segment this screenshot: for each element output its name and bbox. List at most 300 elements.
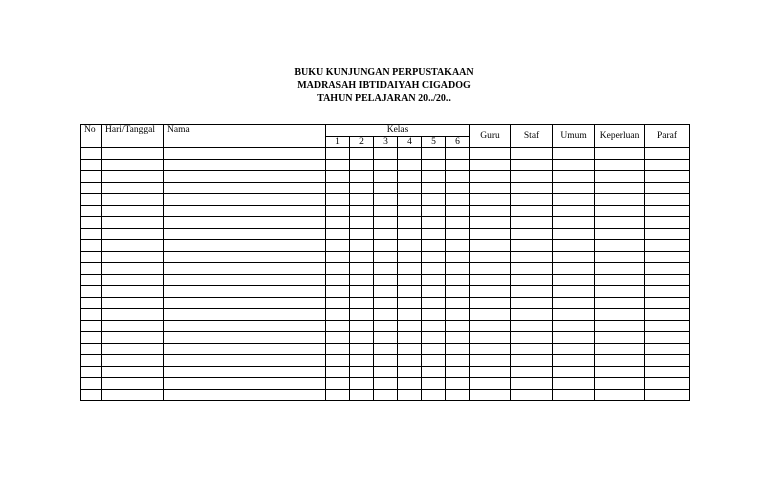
table-cell bbox=[326, 217, 350, 229]
table-cell bbox=[398, 228, 422, 240]
table-cell bbox=[511, 205, 553, 217]
table-cell bbox=[595, 182, 645, 194]
table-cell bbox=[350, 355, 374, 367]
header-umum: Umum bbox=[553, 125, 595, 148]
table-row bbox=[81, 251, 690, 263]
table-cell bbox=[164, 148, 326, 160]
table-cell bbox=[398, 355, 422, 367]
table-cell bbox=[422, 297, 446, 309]
table-cell bbox=[81, 366, 102, 378]
table-cell bbox=[374, 332, 398, 344]
table-cell bbox=[645, 228, 690, 240]
table-cell bbox=[326, 194, 350, 206]
table-row bbox=[81, 205, 690, 217]
table-cell bbox=[350, 148, 374, 160]
table-cell bbox=[81, 378, 102, 390]
table-cell bbox=[326, 378, 350, 390]
table-cell bbox=[102, 228, 164, 240]
table-cell bbox=[374, 286, 398, 298]
table-cell bbox=[398, 286, 422, 298]
table-cell bbox=[81, 274, 102, 286]
table-cell bbox=[446, 343, 470, 355]
table-row bbox=[81, 228, 690, 240]
table-cell bbox=[645, 240, 690, 252]
table-cell bbox=[511, 366, 553, 378]
table-cell bbox=[470, 332, 511, 344]
table-cell bbox=[374, 159, 398, 171]
table-row bbox=[81, 263, 690, 275]
table-cell bbox=[326, 251, 350, 263]
table-cell bbox=[470, 148, 511, 160]
table-cell bbox=[511, 159, 553, 171]
table-cell bbox=[102, 286, 164, 298]
table-cell bbox=[422, 205, 446, 217]
school-name: MADRASAH IBTIDAIYAH CIGADOG bbox=[297, 80, 471, 91]
table-cell bbox=[645, 332, 690, 344]
table-row bbox=[81, 194, 690, 206]
table-cell bbox=[470, 159, 511, 171]
table-row bbox=[81, 378, 690, 390]
table-cell bbox=[446, 217, 470, 229]
table-cell bbox=[164, 263, 326, 275]
table-cell bbox=[595, 194, 645, 206]
table-cell bbox=[645, 148, 690, 160]
table-cell bbox=[595, 378, 645, 390]
table-cell bbox=[470, 366, 511, 378]
table-cell bbox=[374, 274, 398, 286]
table-cell bbox=[645, 286, 690, 298]
header-hari-tanggal: Hari/Tanggal bbox=[102, 125, 164, 148]
table-cell bbox=[81, 251, 102, 263]
table-cell bbox=[422, 148, 446, 160]
table-cell bbox=[422, 228, 446, 240]
table-cell bbox=[350, 228, 374, 240]
header-kelas-1: 1 bbox=[326, 137, 350, 148]
table-cell bbox=[511, 355, 553, 367]
table-row bbox=[81, 320, 690, 332]
table-cell bbox=[81, 194, 102, 206]
table-cell bbox=[350, 297, 374, 309]
table-cell bbox=[326, 274, 350, 286]
header-kelas-4: 4 bbox=[398, 137, 422, 148]
table-cell bbox=[398, 217, 422, 229]
table-cell bbox=[511, 217, 553, 229]
table-cell bbox=[164, 159, 326, 171]
table-cell bbox=[102, 274, 164, 286]
table-cell bbox=[164, 332, 326, 344]
table-cell bbox=[81, 320, 102, 332]
table-cell bbox=[102, 309, 164, 321]
table-cell bbox=[553, 297, 595, 309]
table-cell bbox=[350, 159, 374, 171]
table-cell bbox=[398, 389, 422, 401]
table-cell bbox=[511, 240, 553, 252]
table-cell bbox=[446, 171, 470, 183]
table-cell bbox=[81, 263, 102, 275]
table-cell bbox=[81, 205, 102, 217]
table-row bbox=[81, 355, 690, 367]
table-cell bbox=[553, 159, 595, 171]
visit-log-table bbox=[80, 124, 690, 401]
table-cell bbox=[553, 332, 595, 344]
table-cell bbox=[398, 251, 422, 263]
table-row bbox=[81, 240, 690, 252]
table-cell bbox=[398, 343, 422, 355]
table-cell bbox=[645, 366, 690, 378]
table-cell bbox=[553, 320, 595, 332]
table-cell bbox=[164, 228, 326, 240]
table-cell bbox=[422, 274, 446, 286]
table-cell bbox=[102, 194, 164, 206]
table-cell bbox=[470, 182, 511, 194]
table-cell bbox=[553, 182, 595, 194]
table-cell bbox=[595, 171, 645, 183]
table-cell bbox=[553, 286, 595, 298]
table-cell bbox=[326, 205, 350, 217]
table-cell bbox=[102, 366, 164, 378]
table-cell bbox=[470, 251, 511, 263]
table-cell bbox=[595, 240, 645, 252]
table-cell bbox=[511, 274, 553, 286]
table-cell bbox=[102, 389, 164, 401]
table-cell bbox=[164, 343, 326, 355]
table-cell bbox=[553, 171, 595, 183]
header-kelas-3: 3 bbox=[374, 137, 398, 148]
table-cell bbox=[446, 182, 470, 194]
table-cell bbox=[595, 263, 645, 275]
table-cell bbox=[398, 148, 422, 160]
table-cell bbox=[422, 286, 446, 298]
academic-year: TAHUN PELAJARAN 20../20.. bbox=[317, 93, 451, 104]
table-cell bbox=[374, 309, 398, 321]
table-cell bbox=[446, 332, 470, 344]
table-cell bbox=[326, 159, 350, 171]
table-cell bbox=[422, 309, 446, 321]
table-cell bbox=[446, 159, 470, 171]
table-cell bbox=[374, 228, 398, 240]
table-cell bbox=[326, 148, 350, 160]
table-cell bbox=[553, 194, 595, 206]
table-row bbox=[81, 182, 690, 194]
table-cell bbox=[645, 297, 690, 309]
table-cell bbox=[553, 263, 595, 275]
table-cell bbox=[553, 378, 595, 390]
table-cell bbox=[326, 263, 350, 275]
table-cell bbox=[553, 389, 595, 401]
table-cell bbox=[553, 148, 595, 160]
table-cell bbox=[350, 240, 374, 252]
table-cell bbox=[595, 274, 645, 286]
table-cell bbox=[164, 355, 326, 367]
table-cell bbox=[81, 297, 102, 309]
table-cell bbox=[511, 297, 553, 309]
table-cell bbox=[398, 320, 422, 332]
table-cell bbox=[595, 343, 645, 355]
table-cell bbox=[81, 159, 102, 171]
table-cell bbox=[102, 240, 164, 252]
table-cell bbox=[511, 332, 553, 344]
table-cell bbox=[446, 148, 470, 160]
table-cell bbox=[553, 240, 595, 252]
table-cell bbox=[81, 332, 102, 344]
table-cell bbox=[102, 332, 164, 344]
table-cell bbox=[511, 286, 553, 298]
table-cell bbox=[81, 228, 102, 240]
table-cell bbox=[326, 309, 350, 321]
table-cell bbox=[446, 355, 470, 367]
table-cell bbox=[470, 286, 511, 298]
table-cell bbox=[102, 355, 164, 367]
table-cell bbox=[470, 389, 511, 401]
table-cell bbox=[553, 355, 595, 367]
table-cell bbox=[595, 297, 645, 309]
table-cell bbox=[645, 205, 690, 217]
table-cell bbox=[164, 378, 326, 390]
table-cell bbox=[422, 194, 446, 206]
header-kelas: Kelas bbox=[326, 125, 470, 137]
table-cell bbox=[446, 378, 470, 390]
table-cell bbox=[511, 320, 553, 332]
table-cell bbox=[398, 171, 422, 183]
table-cell bbox=[422, 378, 446, 390]
table-cell bbox=[164, 194, 326, 206]
table-cell bbox=[446, 297, 470, 309]
table-cell bbox=[350, 332, 374, 344]
table-row bbox=[81, 332, 690, 344]
header-staf: Staf bbox=[511, 125, 553, 148]
table-cell bbox=[326, 332, 350, 344]
table-cell bbox=[511, 343, 553, 355]
table-cell bbox=[470, 194, 511, 206]
table-cell bbox=[102, 251, 164, 263]
table-cell bbox=[350, 171, 374, 183]
header-kelas-5: 5 bbox=[422, 137, 446, 148]
header-kelas-2: 2 bbox=[350, 137, 374, 148]
table-cell bbox=[326, 240, 350, 252]
table-cell bbox=[595, 320, 645, 332]
table-cell bbox=[553, 217, 595, 229]
table-cell bbox=[645, 389, 690, 401]
table-cell bbox=[374, 171, 398, 183]
table-cell bbox=[374, 263, 398, 275]
table-cell bbox=[446, 194, 470, 206]
table-cell bbox=[511, 378, 553, 390]
table-cell bbox=[422, 355, 446, 367]
table-cell bbox=[645, 378, 690, 390]
table-cell bbox=[595, 217, 645, 229]
table-cell bbox=[511, 309, 553, 321]
table-cell bbox=[326, 366, 350, 378]
table-cell bbox=[470, 309, 511, 321]
table-cell bbox=[164, 251, 326, 263]
table-cell bbox=[374, 378, 398, 390]
table-cell bbox=[470, 263, 511, 275]
table-cell bbox=[470, 355, 511, 367]
table-cell bbox=[595, 366, 645, 378]
table-cell bbox=[374, 389, 398, 401]
header-guru: Guru bbox=[470, 125, 511, 148]
table-cell bbox=[164, 205, 326, 217]
table-cell bbox=[374, 182, 398, 194]
table-cell bbox=[645, 309, 690, 321]
table-cell bbox=[350, 217, 374, 229]
table-cell bbox=[422, 320, 446, 332]
table-cell bbox=[511, 228, 553, 240]
header-paraf: Paraf bbox=[645, 125, 690, 148]
table-cell bbox=[470, 205, 511, 217]
table-row bbox=[81, 297, 690, 309]
table-cell bbox=[553, 309, 595, 321]
table-cell bbox=[164, 366, 326, 378]
table-cell bbox=[164, 309, 326, 321]
table-cell bbox=[374, 205, 398, 217]
table-cell bbox=[164, 240, 326, 252]
table-cell bbox=[446, 240, 470, 252]
table-cell bbox=[645, 343, 690, 355]
table-cell bbox=[164, 320, 326, 332]
table-cell bbox=[398, 309, 422, 321]
table-cell bbox=[81, 286, 102, 298]
table-cell bbox=[511, 251, 553, 263]
table-cell bbox=[81, 389, 102, 401]
table-cell bbox=[374, 355, 398, 367]
table-cell bbox=[350, 378, 374, 390]
table-cell bbox=[446, 251, 470, 263]
table-cell bbox=[81, 343, 102, 355]
table-cell bbox=[398, 240, 422, 252]
document-header bbox=[0, 66, 768, 105]
table-cell bbox=[446, 389, 470, 401]
table-row bbox=[81, 389, 690, 401]
table-cell bbox=[595, 332, 645, 344]
table-cell bbox=[645, 355, 690, 367]
table-cell bbox=[350, 343, 374, 355]
document-title: BUKU KUNJUNGAN PERPUSTAKAAN bbox=[294, 67, 474, 78]
table-cell bbox=[398, 366, 422, 378]
table-cell bbox=[398, 194, 422, 206]
header-nama: Nama bbox=[164, 125, 326, 148]
table-cell bbox=[374, 343, 398, 355]
table-cell bbox=[470, 378, 511, 390]
table-cell bbox=[422, 366, 446, 378]
table-cell bbox=[422, 171, 446, 183]
table-cell bbox=[374, 297, 398, 309]
table-cell bbox=[422, 343, 446, 355]
table-cell bbox=[422, 217, 446, 229]
table-cell bbox=[102, 320, 164, 332]
table-cell bbox=[102, 217, 164, 229]
table-cell bbox=[374, 240, 398, 252]
table-cell bbox=[422, 332, 446, 344]
table-cell bbox=[164, 274, 326, 286]
table-cell bbox=[422, 251, 446, 263]
table-cell bbox=[374, 148, 398, 160]
table-cell bbox=[446, 320, 470, 332]
table-cell bbox=[645, 251, 690, 263]
table-cell bbox=[374, 194, 398, 206]
table-cell bbox=[102, 148, 164, 160]
table-cell bbox=[374, 320, 398, 332]
table-cell bbox=[350, 194, 374, 206]
table-cell bbox=[350, 251, 374, 263]
table-cell bbox=[164, 217, 326, 229]
table-cell bbox=[398, 297, 422, 309]
table-cell bbox=[595, 309, 645, 321]
table-cell bbox=[645, 217, 690, 229]
table-cell bbox=[470, 343, 511, 355]
table-cell bbox=[326, 297, 350, 309]
table-cell bbox=[511, 182, 553, 194]
table-cell bbox=[595, 148, 645, 160]
table-cell bbox=[350, 274, 374, 286]
table-cell bbox=[350, 366, 374, 378]
table-cell bbox=[595, 286, 645, 298]
table-cell bbox=[102, 263, 164, 275]
table-cell bbox=[645, 182, 690, 194]
table-cell bbox=[446, 205, 470, 217]
table-cell bbox=[470, 297, 511, 309]
table-cell bbox=[398, 263, 422, 275]
table-cell bbox=[422, 240, 446, 252]
table-cell bbox=[446, 228, 470, 240]
table-cell bbox=[511, 194, 553, 206]
table-cell bbox=[595, 205, 645, 217]
header-keperluan: Keperluan bbox=[595, 125, 645, 148]
table-cell bbox=[81, 240, 102, 252]
table-cell bbox=[326, 171, 350, 183]
header-kelas-6: 6 bbox=[446, 137, 470, 148]
table-cell bbox=[350, 205, 374, 217]
table-cell bbox=[446, 366, 470, 378]
table-cell bbox=[553, 366, 595, 378]
table-cell bbox=[326, 389, 350, 401]
table-cell bbox=[446, 263, 470, 275]
table-cell bbox=[553, 205, 595, 217]
table-cell bbox=[595, 159, 645, 171]
table-cell bbox=[81, 217, 102, 229]
table-cell bbox=[470, 274, 511, 286]
table-cell bbox=[595, 389, 645, 401]
table-cell bbox=[350, 309, 374, 321]
table-cell bbox=[350, 320, 374, 332]
table-cell bbox=[350, 286, 374, 298]
table-cell bbox=[470, 228, 511, 240]
table-cell bbox=[102, 182, 164, 194]
table-cell bbox=[553, 343, 595, 355]
table-cell bbox=[374, 251, 398, 263]
table-cell bbox=[374, 366, 398, 378]
table-cell bbox=[553, 274, 595, 286]
table-cell bbox=[645, 159, 690, 171]
table-cell bbox=[446, 274, 470, 286]
table-row bbox=[81, 286, 690, 298]
table-cell bbox=[102, 378, 164, 390]
table-cell bbox=[595, 228, 645, 240]
table-cell bbox=[645, 171, 690, 183]
table-cell bbox=[422, 263, 446, 275]
table-cell bbox=[398, 274, 422, 286]
table-cell bbox=[326, 320, 350, 332]
table-cell bbox=[81, 182, 102, 194]
table-cell bbox=[326, 228, 350, 240]
table-cell bbox=[326, 182, 350, 194]
visit-log-body bbox=[81, 148, 690, 401]
table-row bbox=[81, 171, 690, 183]
table-cell bbox=[374, 217, 398, 229]
table-cell bbox=[81, 148, 102, 160]
table-cell bbox=[326, 355, 350, 367]
table-cell bbox=[102, 343, 164, 355]
